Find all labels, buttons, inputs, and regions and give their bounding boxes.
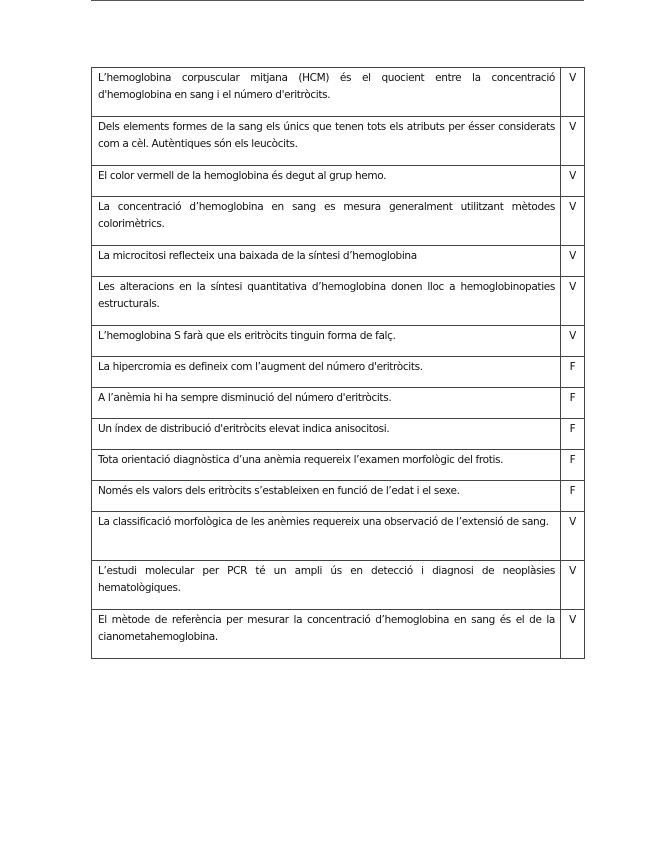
answer-cell: V: [561, 277, 585, 326]
answer-cell: V: [561, 166, 585, 197]
table-row: [92, 481, 585, 512]
answer-cell: F: [561, 357, 585, 388]
answer-cell: V: [561, 246, 585, 277]
statement-cell: La microcitosi reflecteix una baixada de la síntesi d’hemoglobina: [92, 246, 561, 277]
answer-cell: V: [561, 68, 585, 117]
table-row: [92, 166, 585, 197]
answer-cell: V: [561, 610, 585, 659]
table-row: [92, 610, 585, 659]
answer-cell: F: [561, 419, 585, 450]
statement-cell: Només els valors dels eritròcits s’estableixen en funció de l’edat i el sexe.: [92, 481, 561, 512]
answer-cell: F: [561, 450, 585, 481]
statement-cell: Tota orientació diagnòstica d’una anèmia requereix l’examen morfològic del frotis.: [92, 450, 561, 481]
statement-cell: L’hemoglobina corpuscular mitjana (HCM) és el quocient entre la concentració d'hemoglobina en sang i el número d'eritròcits.: [92, 68, 561, 117]
statement-cell: La hipercromia es defineix com l’augment del número d'eritròcits.: [92, 357, 561, 388]
table-row: [92, 419, 585, 450]
answer-cell: V: [561, 512, 585, 561]
true-false-table: [91, 67, 585, 659]
answer-cell: F: [561, 481, 585, 512]
table-row: [92, 117, 585, 166]
statement-cell: Dels elements formes de la sang els únics que tenen tots els atributs per ésser considerats com a cèl. Autèntiques són els leucòcits.: [92, 117, 561, 166]
header-rule: [91, 0, 584, 1]
statement-cell: La concentració d’hemoglobina en sang es mesura generalment utilitzant mètodes colorimètrics.: [92, 197, 561, 246]
answer-cell: V: [561, 326, 585, 357]
statement-cell: La classificació morfològica de les anèmies requereix una observació de l’extensió de sang.: [92, 512, 561, 561]
table-row: [92, 277, 585, 326]
statement-cell: El mètode de referència per mesurar la concentració d’hemoglobina en sang és el de la cianometahemoglobina.: [92, 610, 561, 659]
statement-cell: Les alteracions en la síntesi quantitativa d’hemoglobina donen lloc a hemoglobinopaties estructurals.: [92, 277, 561, 326]
answer-cell: V: [561, 117, 585, 166]
table-row: [92, 561, 585, 610]
table-row: [92, 246, 585, 277]
table-row: [92, 197, 585, 246]
table-row: [92, 68, 585, 117]
answer-cell: F: [561, 388, 585, 419]
statement-cell: El color vermell de la hemoglobina és degut al grup hemo.: [92, 166, 561, 197]
statement-cell: L’estudi molecular per PCR té un ampli ús en detecció i diagnosi de neoplàsies hematològiques.: [92, 561, 561, 610]
table-row: [92, 326, 585, 357]
table-row: [92, 450, 585, 481]
statement-cell: L’hemoglobina S farà que els eritròcits tinguin forma de falç.: [92, 326, 561, 357]
statement-cell: Un índex de distribució d'eritròcits elevat indica anisocitosi.: [92, 419, 561, 450]
table-row: [92, 512, 585, 561]
table-row: [92, 388, 585, 419]
answer-cell: V: [561, 197, 585, 246]
answer-cell: V: [561, 561, 585, 610]
table-row: [92, 357, 585, 388]
statement-cell: A l’anèmia hi ha sempre disminució del número d'eritròcits.: [92, 388, 561, 419]
